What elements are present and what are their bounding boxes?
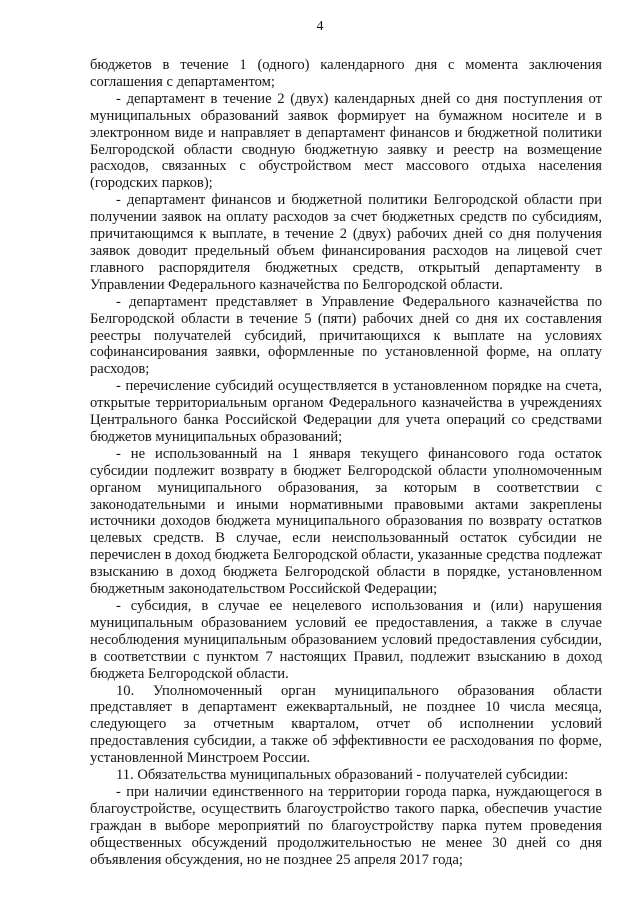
paragraph: 10. Уполномоченный орган муниципального образования области представляет в департамент ежеквартальный, не позднее 10 числа месяца, следующего за отчетным кварталом, отчет об исполнении условий предоставления субсидии, а также об эффективности ее расходования по форме, установленной Минстроем России. <box>90 682 602 767</box>
paragraph: - департамент представляет в Управление Федерального казначейства по Белгородской области в течение 5 (пяти) рабочих дней со дня их составления реестры получателей субсидий, причитающихся к выплате на условиях софинансирования заявки, оформленные по установленной форме, на оплату расходов; <box>90 293 602 378</box>
page-number: 4 <box>316 19 324 34</box>
paragraph: - субсидия, в случае ее нецелевого использования и (или) нарушения муниципальным образованием условий ее предоставления, а также в случае несоблюдения муниципальным образованием условий предоставления субсидии, в соответствии с пунктом 7 настоящих Правил, подлежит взысканию в доход бюджета Белгородской области. <box>90 598 602 682</box>
paragraph: - перечисление субсидий осуществляется в установленном порядке на счета, открытые территориальным органом Федерального казначейства в учреждениях Центрального банка Российской Федерации для учета операций со средствами бюджетов муниципальных образований; <box>90 378 602 445</box>
document-body <box>90 57 602 869</box>
paragraph: 11. Обязательства муниципальных образований - получателей субсидии: <box>116 767 569 784</box>
paragraph: - департамент финансов и бюджетной политики Белгородской области при получении заявок на оплату расходов за счет бюджетных средств по субсидиям, причитающимся к выплате, в течение 2 (двух) рабочих дней со дня получения заявок доводит предельный объем финансирования расходов на лицевой счет главного распорядителя бюджетных средств, открытый департаменту в Управлении Федерального казначейства по Белгородской области. <box>90 192 602 293</box>
paragraph: - не использованный на 1 января текущего финансового года остаток субсидии подлежит возврату в бюджет Белгородской области уполномоченным органом муниципального образования, за которым в соответствии с законодательными и иными нормативными правовыми актами закреплены источники доходов бюджета муниципального образования по возврату остатков целевых средств. В случае, если неиспользованный остаток субсидии не перечислен в доход бюджета Белгородской области, указанные средства подлежат взысканию в доход бюджета Белгородской области в порядке, установленном бюджетным законодательством Российской Федерации; <box>90 445 602 598</box>
paragraph: бюджетов в течение 1 (одного) календарного дня с момента заключения соглашения с департаментом; <box>90 57 602 90</box>
paragraph: - департамент в течение 2 (двух) календарных дней со дня поступления от муниципальных образований заявок формирует на бумажном носителе и в электронном виде и направляет в департамент финансов и бюджетной политики Белгородской области сводную бюджетную заявку и реестр на возмещение расходов, связанных с обустройством мест массового отдыха населения (городских парков); <box>90 90 602 192</box>
paragraph: - при наличии единственного на территории города парка, нуждающегося в благоустройстве, осуществить благоустройство такого парка, обеспечив участие граждан в выборе мероприятий по благоустройству парка путем проведения общественных обсуждений продолжительностью не менее 30 дней со дня объявления обсуждения, но не позднее 25 апреля 2017 года; <box>90 783 602 868</box>
